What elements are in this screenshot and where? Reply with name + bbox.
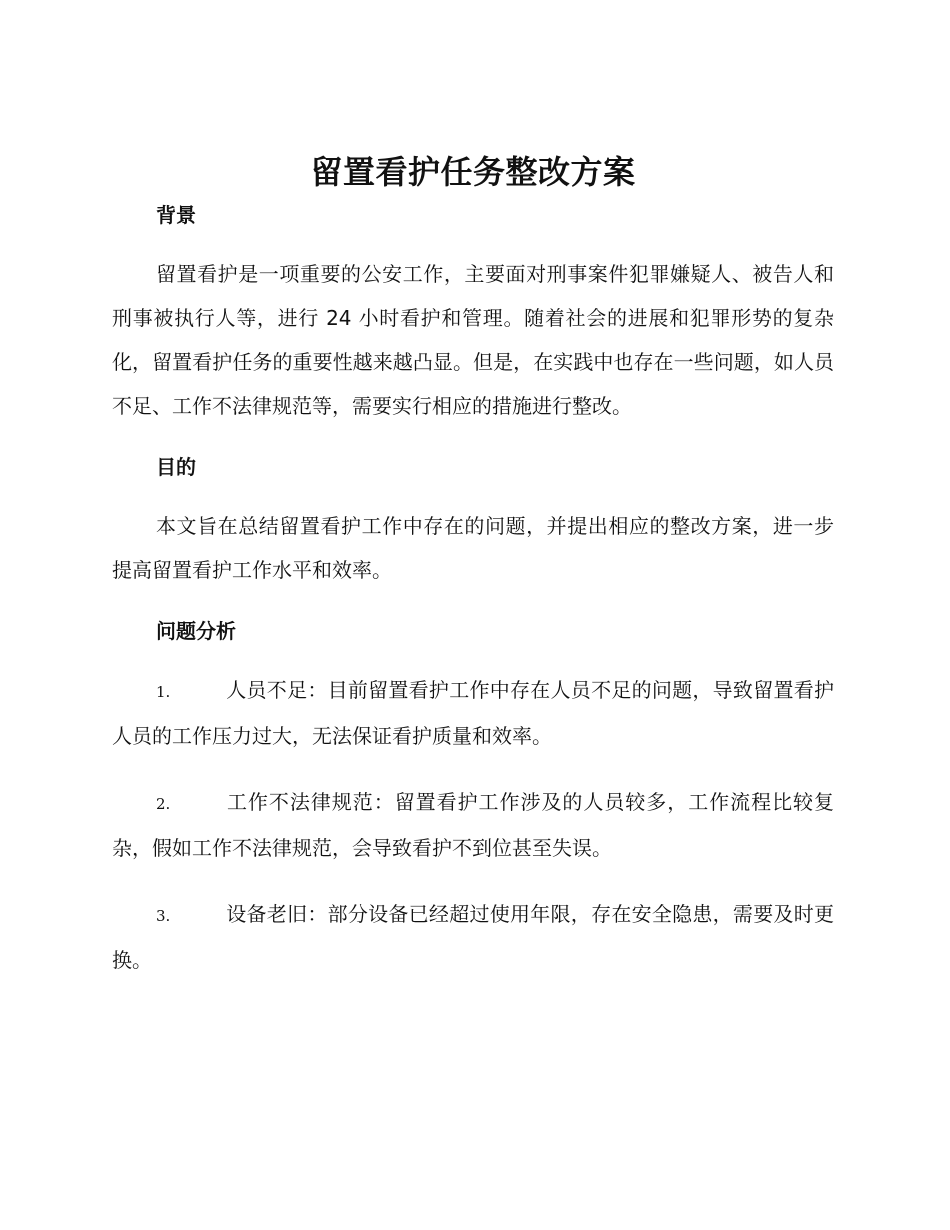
- list-item-number: 2.: [156, 795, 171, 813]
- section-heading-analysis: 问题分析: [156, 619, 236, 643]
- spacer: [112, 230, 834, 252]
- paragraph-background: 留置看护是一项重要的公安工作，主要面对刑事案件犯罪嫌疑人、被告人和刑事被执行人等，进行 24 小时看护和管理。随着社会的进展和犯罪形势的复杂化，留置看护任务的重要性越来越凸显。但是，在实践中也存在一些问题，如人员不足、工作不法律规范等，需要实行相应的措施进行整改。: [112, 262, 834, 418]
- list-item: [112, 892, 834, 982]
- spacer: [112, 592, 834, 616]
- spacer: [112, 758, 834, 780]
- spacer: [112, 482, 834, 504]
- spacer: [112, 428, 834, 452]
- section-heading-purpose: 目的: [156, 455, 196, 479]
- list-item-text: 人员不足：目前留置看护工作中存在人员不足的问题，导致留置看护人员的工作压力过大，无法保证看护质量和效率。: [112, 678, 834, 748]
- spacer: [112, 646, 834, 668]
- spacer: [112, 870, 834, 892]
- list-item-text: 工作不法律规范：留置看护工作涉及的人员较多，工作流程比较复杂，假如工作不法律规范，会导致看护不到位甚至失误。: [112, 790, 834, 860]
- list-item: [112, 668, 834, 758]
- document-page: [112, 150, 834, 982]
- section-heading-background: 背景: [156, 203, 196, 227]
- list-item-number: 3.: [156, 907, 171, 925]
- list-item-text: 设备老旧：部分设备已经超过使用年限，存在安全隐患，需要及时更换。: [112, 902, 834, 972]
- document-title: 留置看护任务整改方案: [310, 153, 636, 191]
- list-item-number: 1.: [156, 683, 171, 701]
- list-item: [112, 780, 834, 870]
- paragraph-purpose: 本文旨在总结留置看护工作中存在的问题，并提出相应的整改方案，进一步提高留置看护工作水平和效率。: [112, 514, 834, 582]
